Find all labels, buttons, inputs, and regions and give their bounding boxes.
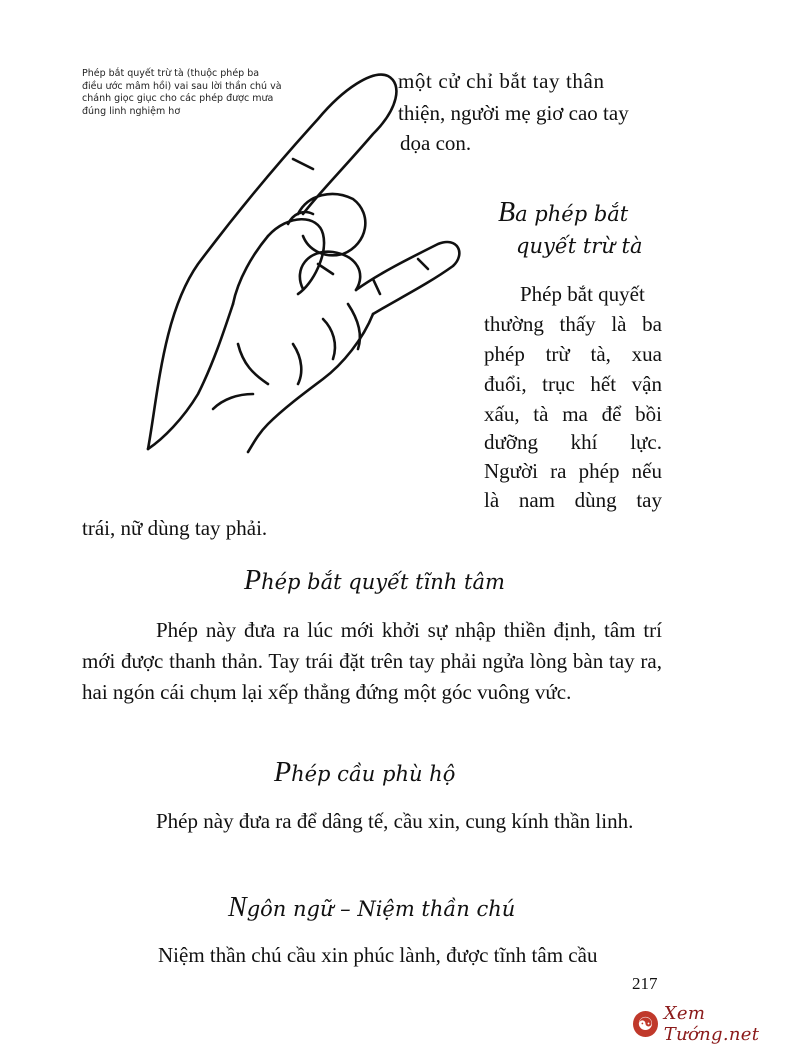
figure-caption: Phép bắt quyết trừ tà (thuộc phép ba điều ước mâm hồi) vai sau lời thần chú và chánh giọc giục cho các phép được mưa đúng linh nghiệm hơ (82, 68, 282, 117)
paragraph: Phép này đưa ra để dâng tế, cầu xin, cung kính thần linh. (156, 809, 634, 833)
text-line: dưỡng khí lực. (484, 430, 662, 454)
heading-text: a phép bắt (515, 202, 629, 226)
text-line: Niệm thần chú cầu xin phúc lành, được tĩnh tâm cầu (158, 943, 598, 967)
text-line: dọa con. (400, 131, 472, 155)
section-heading-line2: quyết trừ tà (516, 234, 643, 258)
site-logo (633, 1003, 800, 1045)
text-line: Phép bắt quyết (520, 282, 645, 306)
section-heading (228, 893, 515, 924)
text-line: là nam dùng tay (484, 488, 662, 512)
heading-text: gôn ngữ – Niệm thần chú (246, 897, 516, 921)
heading-text: hép cầu phù hộ (291, 762, 456, 786)
section-heading (274, 758, 455, 789)
heading-initial: P (244, 565, 262, 596)
page-number: 217 (632, 974, 658, 993)
text-line: Người ra phép nếu (484, 459, 662, 483)
heading-initial: N (228, 892, 247, 923)
text-line: một cử chỉ bắt tay thân (398, 69, 605, 93)
text-line: phép trừ tà, xua (484, 342, 662, 366)
heading-initial: B (498, 197, 516, 228)
section-heading (244, 566, 505, 597)
yin-yang-icon: ☯ (633, 1011, 658, 1037)
heading-text: hép bắt quyết tĩnh tâm (261, 570, 505, 594)
logo-text: Xem Tướng.net (663, 1003, 760, 1045)
text-line: đuổi, trục hết vận (484, 372, 662, 396)
text-line: xấu, tà ma để bồi (484, 402, 662, 426)
heading-initial: P (274, 757, 292, 788)
section-heading (498, 198, 628, 229)
text-line: thiện, người mẹ giơ cao tay (398, 101, 629, 125)
text-line: trái, nữ dùng tay phải. (82, 516, 268, 540)
text-line: thường thấy là ba (484, 312, 662, 336)
paragraph: Phép này đưa ra lúc mới khởi sự nhập thiền định, tâm trí mới được thanh thản. Tay trái đặt trên tay phải ngửa lòng bàn tay ra, hai ngón cái chụm lại xếp thẳng đứng một góc vuông vức. (82, 618, 662, 704)
